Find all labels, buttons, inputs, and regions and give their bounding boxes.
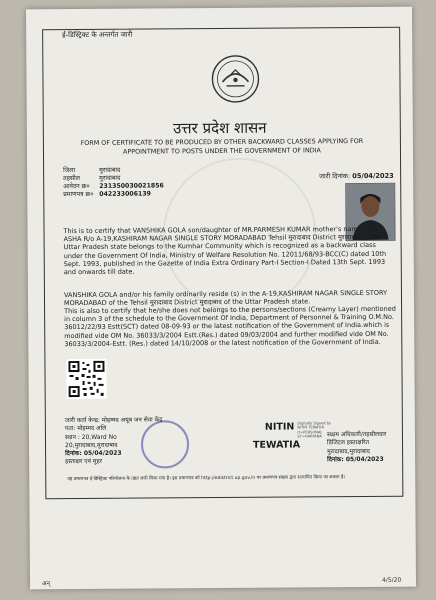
- issuing-date: दिनांक: 05/04/2023: [65, 449, 122, 458]
- authority-location: मुरादाबाद,मुरादाबाद: [327, 447, 371, 455]
- authority-title: सक्षम अधिकारी/तहसीलदार: [326, 430, 387, 439]
- e-district-note: ई-डिस्ट्रिक्ट के अन्तर्गत जारी: [62, 30, 133, 40]
- authority-digital-signed: डिजिटल हस्ताक्षरित: [326, 439, 370, 447]
- certificate-paragraph-2: VANSHIKA GOLA and/or his family ordinarily reside (s) in the A-19,KASHIRAM NAGAR SINGLE STORY MORADABAD of the Tehsil मुरादाबाद District मुरादाबाद of the Uttar Pradesh state.: [63, 288, 388, 308]
- signature-name-first: NITIN: [264, 421, 295, 433]
- issuing-address: पता: मोहम्मद अलि: [64, 425, 107, 433]
- qr-code-icon: [66, 359, 106, 399]
- certificate-paragraph-3: This is also to certify that he/she does not belongs to the persons/sections (Creamy Layer) mentioned in column 3 of the schedule to the Government Of India, Department of Personnel & Training O.M.No. 36012/22/93 Estt(SCT) dated 08-09-93 or the latest notification of the Government of India.which is modified vide OM No. 36033/3/2004 Estt.(Res.) dated 09/03/2004 and further modified vide OM No. 36033/3/2004-Estt. (Res.) dated 14/10/2008 or the latest notification of the Government of India.: [64, 304, 396, 348]
- issuing-centre: जारी कर्ता केन्द्र: मोहम्मद अयूब जन सेवा केंद्र: [64, 416, 163, 425]
- field-tehsil: तहसील मुरादाबाद: [63, 174, 121, 183]
- field-certificate-number: प्रमाणपत्र क्र० 042233006139: [63, 190, 151, 199]
- up-government-emblem-icon: [208, 54, 262, 104]
- certificate-heading: उत्तर प्रदेश शासन: [172, 118, 267, 138]
- signature-name-last: TEWATIA: [252, 439, 301, 451]
- corner-mark-right: 4/5/20: [381, 576, 402, 584]
- certificate-subheading: FORM OF CERTIFICATE TO BE PRODUCED BY OTHER BACKWARD CLASSES APPLYING FOR APPOINTMENT TO POSTS UNDER THE GOVERNMENT OF INDIA: [80, 137, 364, 156]
- issuing-ward: 20,मुरादाबाद,मुरादाबाद: [65, 441, 118, 449]
- certificate-paragraph-1: This is to certify that VANSHIKA GOLA son/daughter of MR.PARMESH KUMAR mother's name MRS. ASHA R/o A-19,KASHIRAM NAGAR SINGLE STORY MORADABAD Tehsil मुरादाबाद District मुरादाबाद in the Uttar Pradesh state belongs to the Kumhar Community which is recognized as a backward class under the Government Of India, Ministry of Welfare Resolution No. 12011/68/93-BCC(C) dated 10th Sept. 1993, published in the Gazette of India Extra Ordinary Part-I Section-I Dated 13th Sept. 1993 and onwards till date.: [63, 224, 387, 277]
- corner-mark-left: अन्: [41, 580, 50, 588]
- authority-date: दिनांक: 05/04/2023: [327, 455, 384, 464]
- issue-date: जारी दिनांक: 05/04/2023: [319, 171, 394, 181]
- issuing-centre-details: [65, 416, 163, 466]
- signature-verification-note: Digitally Signed by NITIN TEWATIA O=PERSONAL ST=HARYANA: [297, 421, 332, 439]
- field-district: जिला मुरादाबाद: [63, 166, 121, 175]
- field-application-number: आवेदन क्र० 231350030021856: [63, 182, 164, 191]
- verification-note: यह प्रमाणपत्र ई-डिस्ट्रिक्ट परियोजना के तहत जारी किया गया है। इस प्रमाणपत्र को http://edistrict.up.gov.in पर प्रमाणपत्र संख्या द्वारा सत्यापित किया जा सकता है।: [67, 475, 346, 483]
- sign-and-seal: हस्ताक्षर एवं मुहर: [65, 458, 103, 466]
- issuing-place: स्थान : 20,Ward No: [64, 433, 117, 441]
- certificate-paper: [26, 7, 416, 590]
- competent-authority: [327, 431, 387, 465]
